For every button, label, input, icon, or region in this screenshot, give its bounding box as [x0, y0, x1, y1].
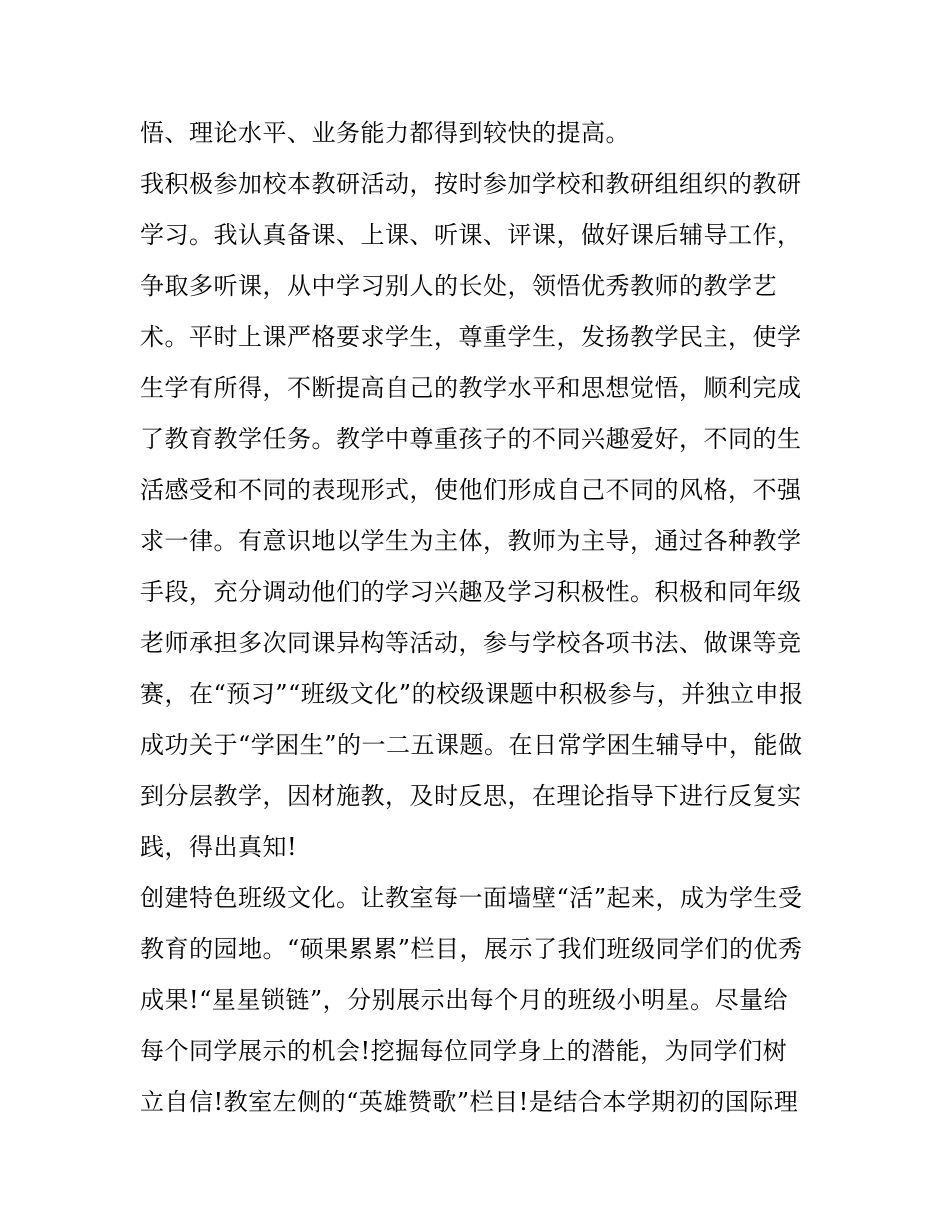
text-line: 生学有所得，不断提高自己的教学水平和思想觉悟，顺利完成	[140, 374, 802, 402]
text-line: 老师承担多次同课异构等活动，参与学校各项书法、做课等竞	[140, 629, 802, 657]
text-line: 求一律。有意识地以学生为主体，教师为主导，通过各种教学	[140, 527, 802, 555]
text-line: 悟、理论水平、业务能力都得到较快的提高。	[140, 119, 630, 147]
text-line: 成果!“星星锁链”，分别展示出每个月的班级小明星。尽量给	[140, 986, 789, 1014]
text-line: 争取多听课，从中学习别人的长处，领悟优秀教师的教学艺	[140, 272, 777, 300]
text-line: 术。平时上课严格要求学生，尊重学生，发扬教学民主，使学	[140, 323, 802, 351]
text-line: 我积极参加校本教研活动，按时参加学校和教研组组织的教研	[140, 170, 802, 198]
text-line: 了教育教学任务。教学中尊重孩子的不同兴趣爱好，不同的生	[140, 425, 802, 453]
text-line: 学习。我认真备课、上课、听课、评课，做好课后辅导工作，	[140, 221, 802, 249]
text-line: 活感受和不同的表现形式，使他们形成自己不同的风格，不强	[140, 476, 802, 504]
text-line: 成功关于“学困生”的一二五课题。在日常学困生辅导中，能做	[140, 731, 803, 759]
document-body	[140, 108, 820, 1128]
text-line: 教育的园地。“硕果累累”栏目，展示了我们班级同学们的优秀	[140, 935, 803, 963]
text-line: 手段，充分调动他们的学习兴趣及学习积极性。积极和同年级	[140, 578, 802, 606]
text-line: 创建特色班级文化。让教室每一面墙壁“活”起来，成为学生受	[140, 884, 803, 912]
text-line: 每个同学展示的机会!挖掘每位同学身上的潜能，为同学们树	[140, 1037, 788, 1065]
text-line: 立自信!教室左侧的“英雄赞歌”栏目!是结合本学期初的国际理	[140, 1088, 799, 1116]
text-line: 践，得出真知!	[140, 833, 298, 861]
text-line: 到分层教学，因材施教，及时反思，在理论指导下进行反复实	[140, 782, 802, 810]
text-line: 赛，在“预习”“班级文化”的校级课题中积极参与，并独立申报	[140, 680, 804, 708]
